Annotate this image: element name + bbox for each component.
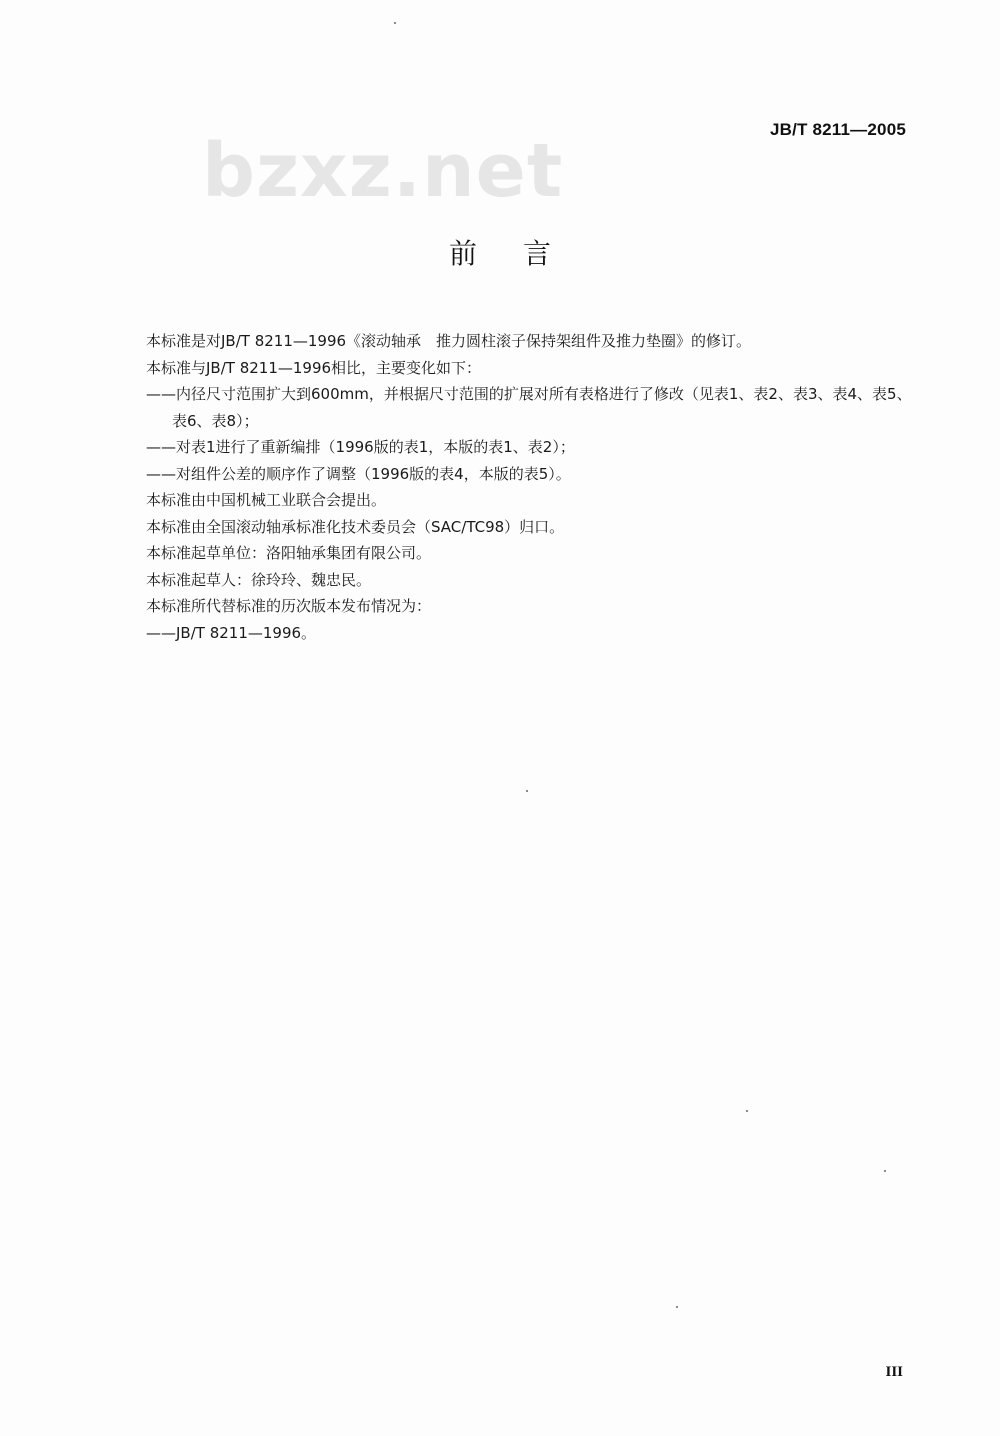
paragraph-drafting-unit: 本标准起草单位：洛阳轴承集团有限公司。 bbox=[146, 544, 432, 562]
paragraph-changes-intro: 本标准与JB/T 8211—1996相比，主要变化如下： bbox=[146, 358, 482, 377]
page-number: III bbox=[885, 1364, 903, 1380]
list-item-change-1: ——内径尺寸范围扩大到600mm，并根据尺寸范围的扩展对所有表格进行了修改（见表1、表2、表3、表4、表5、表6、表8）； bbox=[146, 385, 912, 430]
paragraph-centralized-by: 本标准由全国滚动轴承标准化技术委员会（SAC/TC98）归口。 bbox=[146, 517, 565, 536]
scan-speck bbox=[526, 790, 528, 792]
scan-speck bbox=[394, 22, 396, 24]
standard-number: JB/T 8211—2005 bbox=[769, 120, 906, 139]
foreword-body bbox=[146, 328, 916, 646]
paragraph-revision: 本标准是对JB/T 8211—1996《滚动轴承 推力圆柱滚子保持架组件及推力垫圈》的修订。 bbox=[146, 332, 752, 350]
scan-speck bbox=[884, 1170, 886, 1172]
paragraph-history-intro: 本标准所代替标准的历次版本发布情况为： bbox=[146, 597, 432, 615]
scan-speck bbox=[746, 1110, 748, 1112]
paragraph-drafters: 本标准起草人：徐玲玲、魏忠民。 bbox=[146, 570, 372, 589]
page-title: 前言 bbox=[448, 237, 597, 270]
scan-speck bbox=[676, 1306, 678, 1308]
list-item-change-2: ——对表1进行了重新编排（1996版的表1，本版的表1、表2）； bbox=[146, 438, 575, 456]
list-item-history-1: ——JB/T 8211—1996。 bbox=[146, 623, 317, 642]
paragraph-proposed-by: 本标准由中国机械工业联合会提出。 bbox=[146, 491, 387, 509]
watermark-text: bzxz.net bbox=[202, 128, 564, 214]
list-item-change-3: ——对组件公差的顺序作了调整（1996版的表4，本版的表5）。 bbox=[146, 464, 571, 483]
